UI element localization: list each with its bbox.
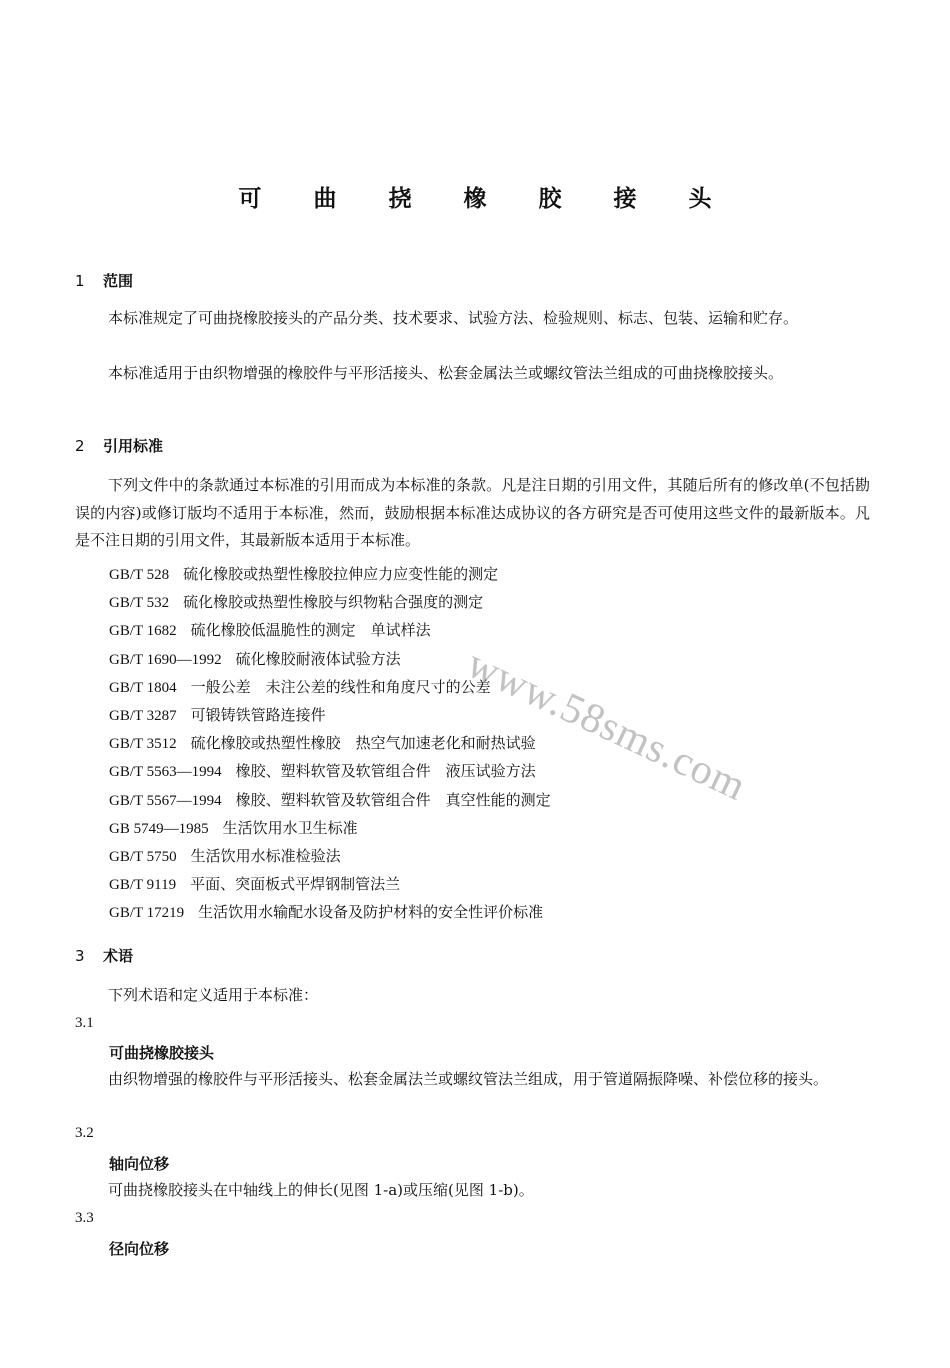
- reference-item: GB/T 3287 可锻铸铁管路连接件: [109, 705, 326, 724]
- reference-item: GB/T 1690—1992 硫化橡胶耐液体试验方法: [109, 649, 401, 668]
- term-heading: 径向位移: [109, 1240, 170, 1258]
- reference-item: GB/T 5563—1994 橡胶、塑料软管及软管组合件 液压试验方法: [109, 762, 536, 781]
- reference-item: GB/T 5567—1994 橡胶、塑料软管及软管组合件 真空性能的测定: [109, 790, 551, 809]
- reference-item: GB/T 17219 生活饮用水输配水设备及防护材料的安全性评价标准: [109, 903, 544, 922]
- paragraph: 本标准适用于由织物增强的橡胶件与平形活接头、松套金属法兰或螺纹管法兰组成的可曲挠橡胶接头。: [108, 364, 784, 382]
- section-title: 术语: [103, 947, 134, 965]
- section-title: 引用标准: [103, 437, 164, 455]
- watermark: www.58sms.com: [460, 640, 754, 811]
- document-title: 可 曲 挠 橡 胶 接 头: [238, 186, 734, 212]
- reference-item: GB/T 1804 一般公差 未注公差的线性和角度尺寸的公差: [109, 677, 491, 696]
- section-2-heading: [75, 435, 163, 456]
- term-heading: 可曲挠橡胶接头: [109, 1044, 215, 1062]
- paragraph: 下列术语和定义适用于本标准：: [108, 986, 319, 1004]
- section-number: 3: [75, 947, 85, 965]
- paragraph: 本标准规定了可曲挠橡胶接头的产品分类、技术要求、试验方法、检验规则、标志、包装、运输和贮存。: [108, 309, 799, 327]
- reference-item: GB/T 3512 硫化橡胶或热塑性橡胶 热空气加速老化和耐热试验: [109, 734, 536, 753]
- reference-item: GB/T 1682 硫化橡胶低温脆性的测定 单试样法: [109, 621, 431, 640]
- clause-number: 3.1: [75, 1015, 94, 1031]
- section-title: 范围: [103, 272, 134, 290]
- section-3-heading: [75, 945, 133, 966]
- term-definition: 由织物增强的橡胶件与平形活接头、松套金属法兰或螺纹管法兰组成，用于管道隔振降噪、补偿位移的接头。: [108, 1070, 829, 1088]
- reference-list: [109, 560, 551, 926]
- section-number: 1: [75, 272, 85, 290]
- term-heading: 轴向位移: [109, 1155, 170, 1173]
- reference-item: GB/T 9119 平面、突面板式平焊钢制管法兰: [109, 875, 401, 894]
- reference-item: GB/T 532 硫化橡胶或热塑性橡胶与织物粘合强度的测定: [109, 593, 484, 612]
- clause-number: 3.2: [75, 1125, 94, 1141]
- section-number: 2: [75, 437, 85, 455]
- clause-number: 3.3: [75, 1210, 94, 1226]
- term-definition: 可曲挠橡胶接头在中轴线上的伸长(见图 1-a)或压缩(见图 1-b)。: [108, 1181, 534, 1199]
- reference-item: GB 5749—1985 生活饮用水卫生标准: [109, 818, 358, 837]
- section-1-heading: [75, 270, 133, 291]
- reference-item: GB/T 528 硫化橡胶或热塑性橡胶拉伸应力应变性能的测定: [109, 565, 499, 583]
- paragraph: 下列文件中的条款通过本标准的引用而成为本标准的条款。凡是注日期的引用文件，其随后所有的修改单(不包括勘误的内容)或修订版均不适用于本标准，然而，鼓励根据本标准达成协议的各方研究是否可使用这些文件的最新版本。凡是不注日期的引用文件，其最新版本适用于本标准。: [75, 476, 870, 549]
- reference-item: GB/T 5750 生活饮用水标准检验法: [109, 846, 341, 865]
